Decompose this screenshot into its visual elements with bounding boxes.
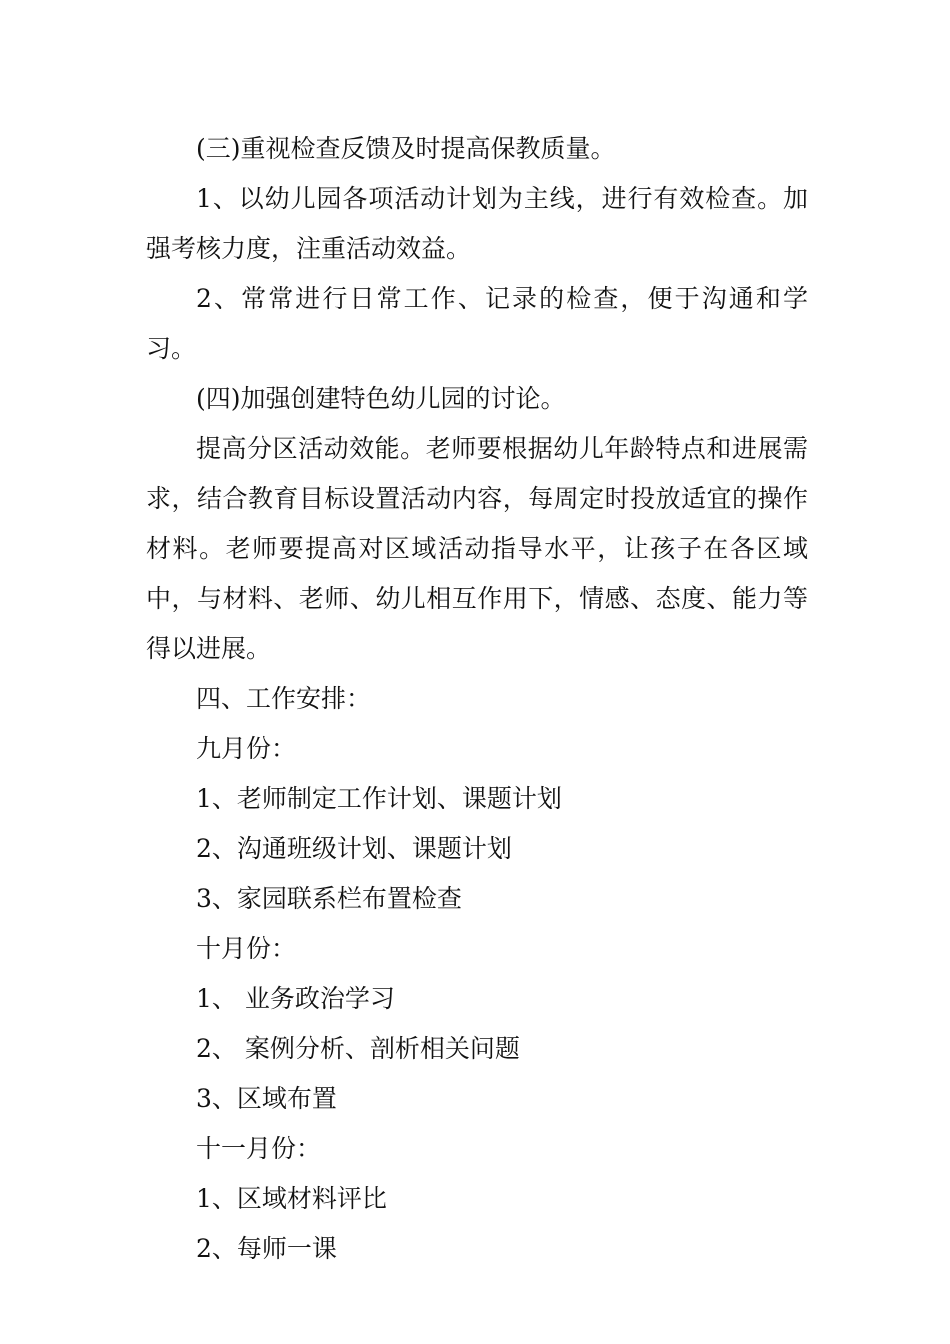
list-item: 2、沟通班级计划、课题计划 <box>196 834 512 863</box>
paragraph-daily-records-check: 2、常常进行日常工作、记录的检查，便于沟通和学习。 <box>146 284 808 363</box>
section-heading-work-schedule: 四、工作安排： <box>196 684 372 713</box>
list-item: 2、每师一课 <box>196 1234 337 1263</box>
paragraph-activity-plan-check: 1、以幼儿园各项活动计划为主线，进行有效检查。加强考核力度，注重活动效益。 <box>146 184 808 263</box>
list-item: 3、区域布置 <box>196 1084 337 1113</box>
section-heading-featured-kindergarten: (四)加强创建特色幼儿园的讨论。 <box>196 384 566 413</box>
month-heading-november: 十一月份： <box>196 1134 322 1163</box>
month-heading-october: 十月份： <box>196 934 297 963</box>
list-item: 3、家园联系栏布置检查 <box>196 884 462 913</box>
list-item: 1、区域材料评比 <box>196 1184 387 1213</box>
paragraph-zone-activities: 提高分区活动效能。老师要根据幼儿年龄特点和进展需求，结合教育目标设置活动内容，每周定时投放适宜的操作材料。老师要提高对区域活动指导水平，让孩子在各区域中，与材料、老师、幼儿相互作用下，情感、态度、能力等得以进展。 <box>146 434 808 663</box>
month-heading-september: 九月份： <box>196 734 297 763</box>
list-item: 1、老师制定工作计划、课题计划 <box>196 784 562 813</box>
document-body <box>146 124 808 1274</box>
list-item: 2、 案例分析、剖析相关问题 <box>196 1034 520 1063</box>
list-item: 1、 业务政治学习 <box>196 984 395 1013</box>
section-heading-inspection: (三)重视检查反馈及时提高保教质量。 <box>196 134 616 163</box>
